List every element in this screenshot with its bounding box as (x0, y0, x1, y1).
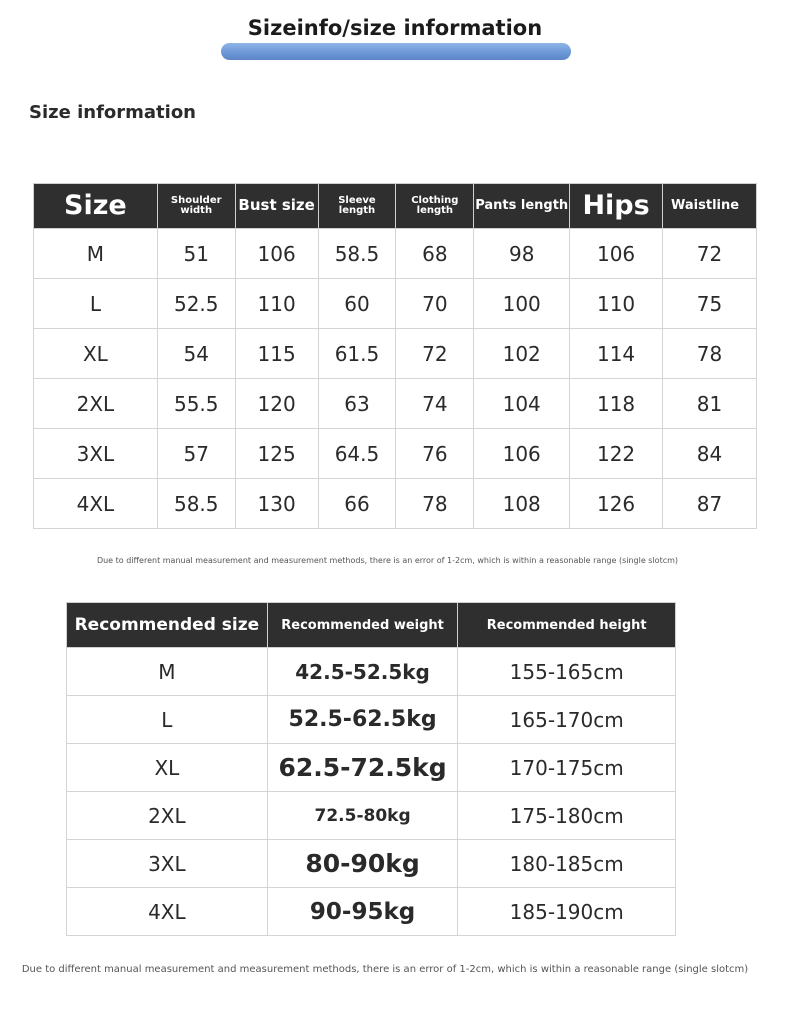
size-table-cell: 51 (157, 229, 235, 279)
size-table-cell: 76 (396, 429, 474, 479)
size-table-cell: 72 (396, 329, 474, 379)
page-title: Sizeinfo/size information (247, 16, 543, 40)
header-waistline: Waistline (663, 184, 757, 229)
size-table-cell: 72 (663, 229, 757, 279)
size-table-cell: XL (34, 329, 158, 379)
size-table-cell: 54 (157, 329, 235, 379)
size-table-cell: 66 (318, 479, 396, 529)
size-table-cell: 110 (235, 279, 318, 329)
size-table-cell: 60 (318, 279, 396, 329)
header-clothing-length: Clothing length (396, 184, 474, 229)
size-table-cell: 81 (663, 379, 757, 429)
size-table-cell: M (34, 229, 158, 279)
size-table-cell: 68 (396, 229, 474, 279)
size-table-row (34, 379, 757, 429)
size-table-cell: 74 (396, 379, 474, 429)
size-table-row (34, 479, 757, 529)
recommended-height-cell: 165-170cm (458, 696, 676, 744)
recommended-height-cell: 170-175cm (458, 744, 676, 792)
header-recommended-size: Recommended size (67, 603, 268, 648)
measurement-note-footer: Due to different manual measurement and measurement methods, there is an error of 1-2cm, which is within a reasonable range (single slotcm) (21, 964, 749, 975)
recommended-size-cell: 4XL (67, 888, 268, 936)
header-bust-size: Bust size (235, 184, 318, 229)
size-table-cell: 78 (663, 329, 757, 379)
size-table-cell: 104 (474, 379, 570, 429)
size-table-row (34, 229, 757, 279)
size-table-cell: 100 (474, 279, 570, 329)
size-table-cell: 3XL (34, 429, 158, 479)
size-table-cell: 98 (474, 229, 570, 279)
size-table-cell: 125 (235, 429, 318, 479)
size-table-cell: 126 (570, 479, 663, 529)
size-table-cell: 106 (235, 229, 318, 279)
recommended-weight-cell: 72.5-80kg (267, 792, 458, 840)
size-table-row (34, 329, 757, 379)
recommended-weight-cell: 80-90kg (267, 840, 458, 888)
size-table-header-row (34, 184, 757, 229)
recommended-table-header-row (67, 603, 676, 648)
size-table-cell: 64.5 (318, 429, 396, 479)
size-table-row (34, 429, 757, 479)
size-table-cell: 2XL (34, 379, 158, 429)
size-table-cell: 115 (235, 329, 318, 379)
title-underline-bar (221, 43, 571, 60)
recommended-height-cell: 185-190cm (458, 888, 676, 936)
header-pants-length: Pants length (474, 184, 570, 229)
size-table-cell: 108 (474, 479, 570, 529)
recommended-height-cell: 155-165cm (458, 648, 676, 696)
recommended-weight-cell: 52.5-62.5kg (267, 696, 458, 744)
recommended-size-cell: 3XL (67, 840, 268, 888)
header-sleeve-length: Sleeve length (318, 184, 396, 229)
size-table-cell: 58.5 (157, 479, 235, 529)
header-shoulder-width: Shoulder width (157, 184, 235, 229)
size-table-cell: 61.5 (318, 329, 396, 379)
recommended-height-cell: 180-185cm (458, 840, 676, 888)
recommended-weight-cell: 42.5-52.5kg (267, 648, 458, 696)
size-table-cell: 75 (663, 279, 757, 329)
recommended-weight-cell: 90-95kg (267, 888, 458, 936)
recommended-size-cell: 2XL (67, 792, 268, 840)
recommended-table-row (67, 648, 676, 696)
measurement-note: Due to different manual measurement and measurement methods, there is an error of 1-2cm, which is within a reasonable range (single slotcm) (96, 556, 679, 565)
size-table-cell: 63 (318, 379, 396, 429)
header-recommended-weight: Recommended weight (267, 603, 458, 648)
size-table-cell: 78 (396, 479, 474, 529)
recommended-size-table (66, 602, 676, 936)
recommended-table-row (67, 744, 676, 792)
recommended-height-cell: 175-180cm (458, 792, 676, 840)
recommended-weight-cell: 62.5-72.5kg (267, 744, 458, 792)
recommended-table-row (67, 792, 676, 840)
recommended-table-row (67, 888, 676, 936)
recommended-size-cell: M (67, 648, 268, 696)
size-table-cell: 58.5 (318, 229, 396, 279)
size-table-cell: 122 (570, 429, 663, 479)
size-table-cell: 70 (396, 279, 474, 329)
size-table-cell: 57 (157, 429, 235, 479)
size-table-cell: 118 (570, 379, 663, 429)
size-table-cell: 52.5 (157, 279, 235, 329)
size-table-cell: 106 (474, 429, 570, 479)
size-table-cell: 106 (570, 229, 663, 279)
recommended-size-cell: XL (67, 744, 268, 792)
size-table-cell: 84 (663, 429, 757, 479)
recommended-table-row (67, 696, 676, 744)
recommended-size-cell: L (67, 696, 268, 744)
size-table-cell: 87 (663, 479, 757, 529)
size-table (33, 183, 757, 529)
size-table-cell: 114 (570, 329, 663, 379)
section-heading: Size information (29, 102, 197, 123)
size-table-cell: 130 (235, 479, 318, 529)
recommended-table-row (67, 840, 676, 888)
size-table-cell: L (34, 279, 158, 329)
size-table-cell: 55.5 (157, 379, 235, 429)
size-table-cell: 110 (570, 279, 663, 329)
size-table-row (34, 279, 757, 329)
header-hips: Hips (570, 184, 663, 229)
header-size: Size (34, 184, 158, 229)
size-table-cell: 4XL (34, 479, 158, 529)
size-table-cell: 120 (235, 379, 318, 429)
size-table-cell: 102 (474, 329, 570, 379)
header-recommended-height: Recommended height (458, 603, 676, 648)
